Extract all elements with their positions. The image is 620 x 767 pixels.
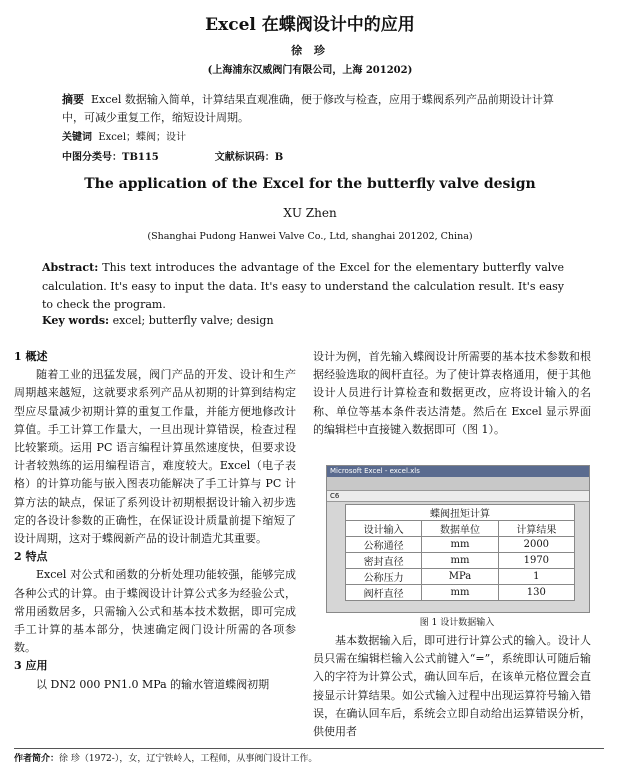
keywords-cn-text: Excel；蝶阀；设计 [98, 132, 187, 143]
author-en: XU Zhen [283, 206, 337, 220]
table-cell: 公称压力 [346, 569, 422, 585]
paper-title-cn: Excel 在蝶阀设计中的应用 [205, 15, 415, 35]
excel-toolbar [327, 477, 589, 491]
table-cell: 公称通径 [346, 537, 422, 553]
author-bio [14, 751, 317, 764]
paper-title-en: The application of the Excel for the butterfly valve design [84, 176, 536, 192]
table-cell: 阀杆直径 [346, 585, 422, 601]
section-heading-3: 3 应用 [14, 659, 48, 673]
table-cell: 2000 [498, 537, 574, 553]
table-cell: MPa [422, 569, 498, 585]
table-cell: mm [422, 585, 498, 601]
abstract-en [42, 259, 564, 315]
right-column-top [313, 348, 591, 439]
header-cell: 数据单位 [422, 521, 498, 537]
abstract-cn-label: 摘要 [62, 93, 84, 106]
abstract-cn-text: Excel 数据输入简单，计算结果直观准确，便于修改与检查，应用于蝶阀系列产品前期设计计算中，可减少重复工作，缩短设计周期。 [62, 93, 554, 124]
table-cell: 130 [498, 585, 574, 601]
header-cell: 计算结果 [498, 521, 574, 537]
table-cell: mm [422, 537, 498, 553]
doc-code-value: B [274, 152, 284, 163]
section-2-text: Excel 对公式和函数的分析处理功能较强，能够完成各种公式的计算。由于蝶阀设计计算公式多为经验公式，常用函数居多，只需输入公式和基本技术数据，即可完成手工计算的基本部分，快速确定阀门设计所需的各项参数。 [14, 568, 296, 655]
header-cell: 设计输入 [346, 521, 422, 537]
sheet-title: 蝶阀扭矩计算 [346, 505, 575, 521]
section-3-text: 以 DN2 000 PN1.0 MPa 的输水管道蝶阀初期 [36, 677, 270, 691]
abstract-en-text: This text introduces the advantage of the Excel for the elementary butterfly valve calculation. It's easy to input the data. It's easy to understand the calculation result. It's easy to check the program. [42, 261, 565, 311]
section-heading-1: 1 概述 [14, 350, 48, 363]
figure-excel-screenshot [326, 465, 590, 613]
keywords-en-label: Key words: [42, 314, 110, 327]
abstract-cn [62, 91, 572, 127]
affiliation-cn: (上海浦东汉威阀门有限公司，上海 201202) [207, 65, 413, 76]
table-row [346, 553, 575, 569]
keywords-cn-label: 关键词 [62, 132, 92, 143]
excel-sheet-table [345, 504, 575, 601]
footer-divider [14, 748, 604, 749]
classification-line [62, 148, 283, 163]
class-label: 中图分类号： [62, 152, 122, 163]
class-value: TB115 [122, 152, 159, 163]
table-header-row [346, 521, 575, 537]
abstract-en-label: Abstract: [42, 261, 99, 274]
right-column-bottom [313, 632, 591, 741]
section-heading-2: 2 特点 [14, 550, 48, 564]
table-row [346, 537, 575, 553]
left-column [14, 348, 296, 694]
right-text-1: 设计为例，首先输入蝶阀设计所需要的基本技术参数和根据经验选取的阀杆直径。为了使计算表格通用，便于其他设计人员进行计算检查和数据更改，应将设计输入的名称、单位等基本条件表达清楚。然后在 Excel 显示界面的编辑栏中直接键入数据即可（图 1）。 [313, 350, 591, 436]
author-bio-text: 徐 珍（1972-），女，辽宁铁岭人，工程师，从事阀门设计工作。 [59, 754, 318, 764]
author-cn: 徐 珍 [291, 44, 329, 57]
excel-formula-bar: C6 [327, 491, 589, 502]
author-bio-label: 作者简介： [14, 754, 60, 764]
doc-code-label: 文献标识码： [214, 152, 275, 163]
table-row [346, 585, 575, 601]
figure-caption: 图 1 设计数据输入 [419, 618, 495, 628]
keywords-cn [62, 128, 186, 143]
table-cell: 密封直径 [346, 553, 422, 569]
table-row [346, 569, 575, 585]
affiliation-en: (Shanghai Pudong Hanwei Valve Co., Ltd, shanghai 201202, China) [147, 231, 473, 242]
table-cell: mm [422, 553, 498, 569]
table-cell: 1 [498, 569, 574, 585]
keywords-en-text: excel; butterfly valve; design [112, 314, 274, 327]
right-text-2: 基本数据输入后，即可进行计算公式的输入。设计人员只需在编辑栏输入公式前键入“=”，系统即认可随后输入的字符为计算公式，确认回车后，在该单元格位置会直接显示计算结果。如公式输入过程中出现运算符号输入错误，在确认回车后，系统会立即自动给出运算错误分析，供使用者 [313, 634, 591, 739]
section-1-text: 随着工业的迅猛发展，阀门产品的开发、设计和生产周期越来越短，这就要求系列产品从初期的计算到结构定型应尽量减少初期计算的重复工作量，并能方便地修改计算值。手工计算工作量大，一旦出现计算错误，检查过程比较繁琐。运用 PC 语言编程计算虽然速度快，但要求设计者较熟练的运用编程语言，难度较大。Excel（电子表格）的计算功能与嵌入图表功能解决了手工计算与 PC 计算方法的缺点，保证了系列设计初期根据设计输入初步选定的各设计参数的正确性，在保证设计质量前提下缩短了设计周期，这对于蝶阀新产品的设计制造尤其重要。 [14, 368, 296, 546]
table-cell: 1970 [498, 553, 574, 569]
excel-title-bar: Microsoft Excel - excel.xls [327, 466, 589, 477]
keywords-en [42, 314, 274, 327]
